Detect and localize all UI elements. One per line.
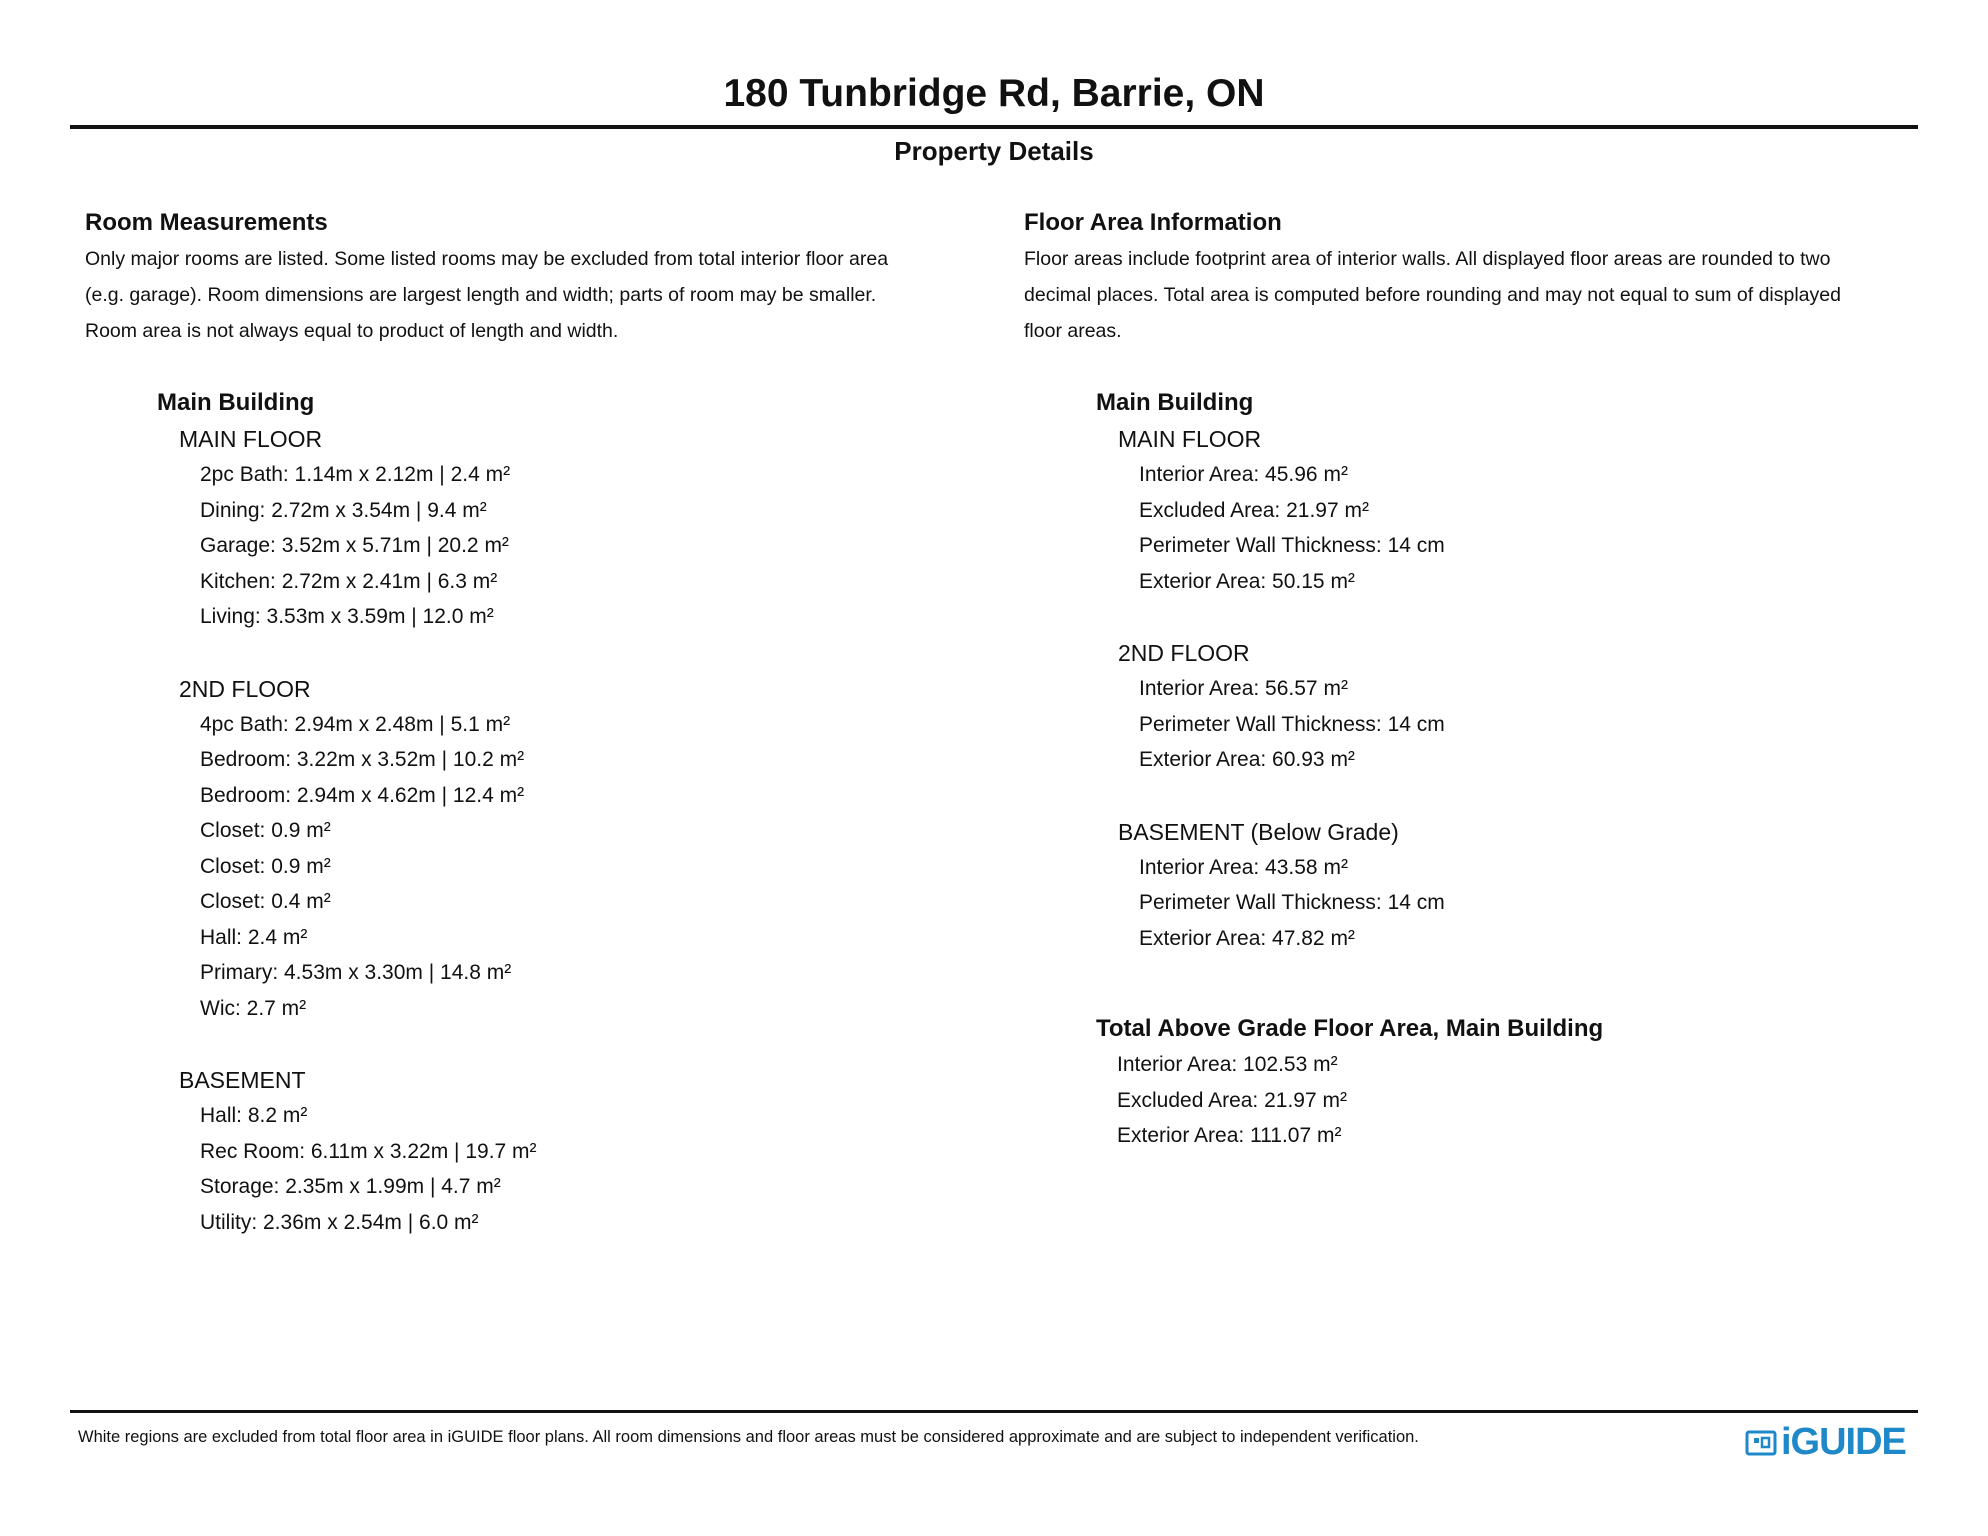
floor-name: MAIN FLOOR (179, 426, 323, 452)
floor-name: BASEMENT (179, 1067, 306, 1093)
room-item: Closet: 0.4 m² (200, 890, 331, 913)
room-measurements-heading: Room Measurements (85, 209, 328, 236)
room-item: Storage: 2.35m x 1.99m | 4.7 m² (200, 1175, 501, 1198)
room-building-block (157, 385, 985, 1240)
area-item: Perimeter Wall Thickness: 14 cm (1139, 534, 1445, 557)
area-floor-basement (1118, 814, 1924, 957)
floor-name: 2ND FLOOR (1118, 640, 1250, 666)
area-item: Interior Area: 45.96 m² (1139, 463, 1348, 486)
page-subtitle: Property Details (894, 136, 1094, 166)
floor-area-description: Floor areas include footprint area of interior walls. All displayed floor areas are rounded to two decimal places. Total area is computed before rounding and may not equal to sum of displayed floor areas. (1024, 248, 1841, 342)
header-divider (70, 125, 1918, 129)
total-item: Exterior Area: 111.07 m² (1117, 1124, 1342, 1147)
area-item: Interior Area: 56.57 m² (1139, 677, 1348, 700)
room-item: Wic: 2.7 m² (200, 996, 307, 1020)
total-title: Total Above Grade Floor Area, Main Building (1096, 1015, 1604, 1042)
total-item: Interior Area: 102.53 m² (1117, 1053, 1338, 1076)
room-measurements-section (85, 205, 985, 1240)
iguide-logo-icon (1745, 1426, 1777, 1458)
footer-note: White regions are excluded from total floor area in iGUIDE floor plans. All room dimensions and floor areas must be considered approximate and are subject to independent verification. (78, 1428, 1419, 1446)
total-item: Excluded Area: 21.97 m² (1117, 1088, 1347, 1112)
room-item: Bedroom: 3.22m x 3.52m | 10.2 m² (200, 748, 525, 771)
room-floor-main (179, 421, 985, 635)
room-item: Living: 3.53m x 3.59m | 12.0 m² (200, 605, 494, 628)
area-floor-main (1118, 421, 1924, 599)
floor-name: MAIN FLOOR (1118, 426, 1262, 452)
room-item: Kitchen: 2.72m x 2.41m | 6.3 m² (200, 569, 498, 593)
area-item: Perimeter Wall Thickness: 14 cm (1139, 712, 1445, 736)
iguide-logo-text: iGUIDE (1781, 1421, 1906, 1463)
area-floor-2nd (1118, 635, 1924, 778)
room-item: Bedroom: 2.94m x 4.62m | 12.4 m² (200, 783, 525, 807)
room-item: Hall: 8.2 m² (200, 1104, 308, 1127)
room-item: Primary: 4.53m x 3.30m | 14.8 m² (200, 961, 512, 984)
floor-area-section (1024, 205, 1924, 1154)
room-item: Garage: 3.52m x 5.71m | 20.2 m² (200, 534, 509, 557)
area-building-block (1096, 385, 1924, 1154)
area-item: Exterior Area: 47.82 m² (1139, 926, 1355, 950)
room-item: 4pc Bath: 2.94m x 2.48m | 5.1 m² (200, 712, 511, 736)
room-item: Dining: 2.72m x 3.54m | 9.4 m² (200, 498, 487, 522)
area-item: Excluded Area: 21.97 m² (1139, 498, 1369, 522)
room-measurements-description: Only major rooms are listed. Some listed rooms may be excluded from total interior floor area (e.g. garage). Room dimensions are largest length and width; parts of room may be smaller. Room area is not always equal to product of length and width. (85, 248, 889, 342)
footer-divider (70, 1410, 1918, 1413)
room-item: Closet: 0.9 m² (200, 854, 331, 878)
room-floor-basement (179, 1062, 985, 1240)
room-item: Hall: 2.4 m² (200, 925, 308, 949)
area-item: Exterior Area: 60.93 m² (1139, 748, 1355, 771)
room-item: 2pc Bath: 1.14m x 2.12m | 2.4 m² (200, 463, 511, 486)
iguide-logo (1745, 1420, 1906, 1464)
total-above-grade (1096, 1011, 1924, 1154)
area-item: Perimeter Wall Thickness: 14 cm (1139, 891, 1445, 914)
floor-name: BASEMENT (Below Grade) (1118, 818, 1399, 845)
floor-name: 2ND FLOOR (179, 675, 311, 702)
room-item: Utility: 2.36m x 2.54m | 6.0 m² (200, 1210, 479, 1234)
area-building-title: Main Building (1096, 389, 1254, 416)
room-floor-2nd (179, 671, 985, 1027)
page-title: 180 Tunbridge Rd, Barrie, ON (723, 72, 1265, 115)
room-building-title: Main Building (157, 389, 315, 416)
floor-area-heading: Floor Area Information (1024, 209, 1282, 236)
room-item: Closet: 0.9 m² (200, 819, 331, 842)
room-item: Rec Room: 6.11m x 3.22m | 19.7 m² (200, 1139, 537, 1163)
area-item: Exterior Area: 50.15 m² (1139, 569, 1355, 593)
area-item: Interior Area: 43.58 m² (1139, 855, 1348, 879)
